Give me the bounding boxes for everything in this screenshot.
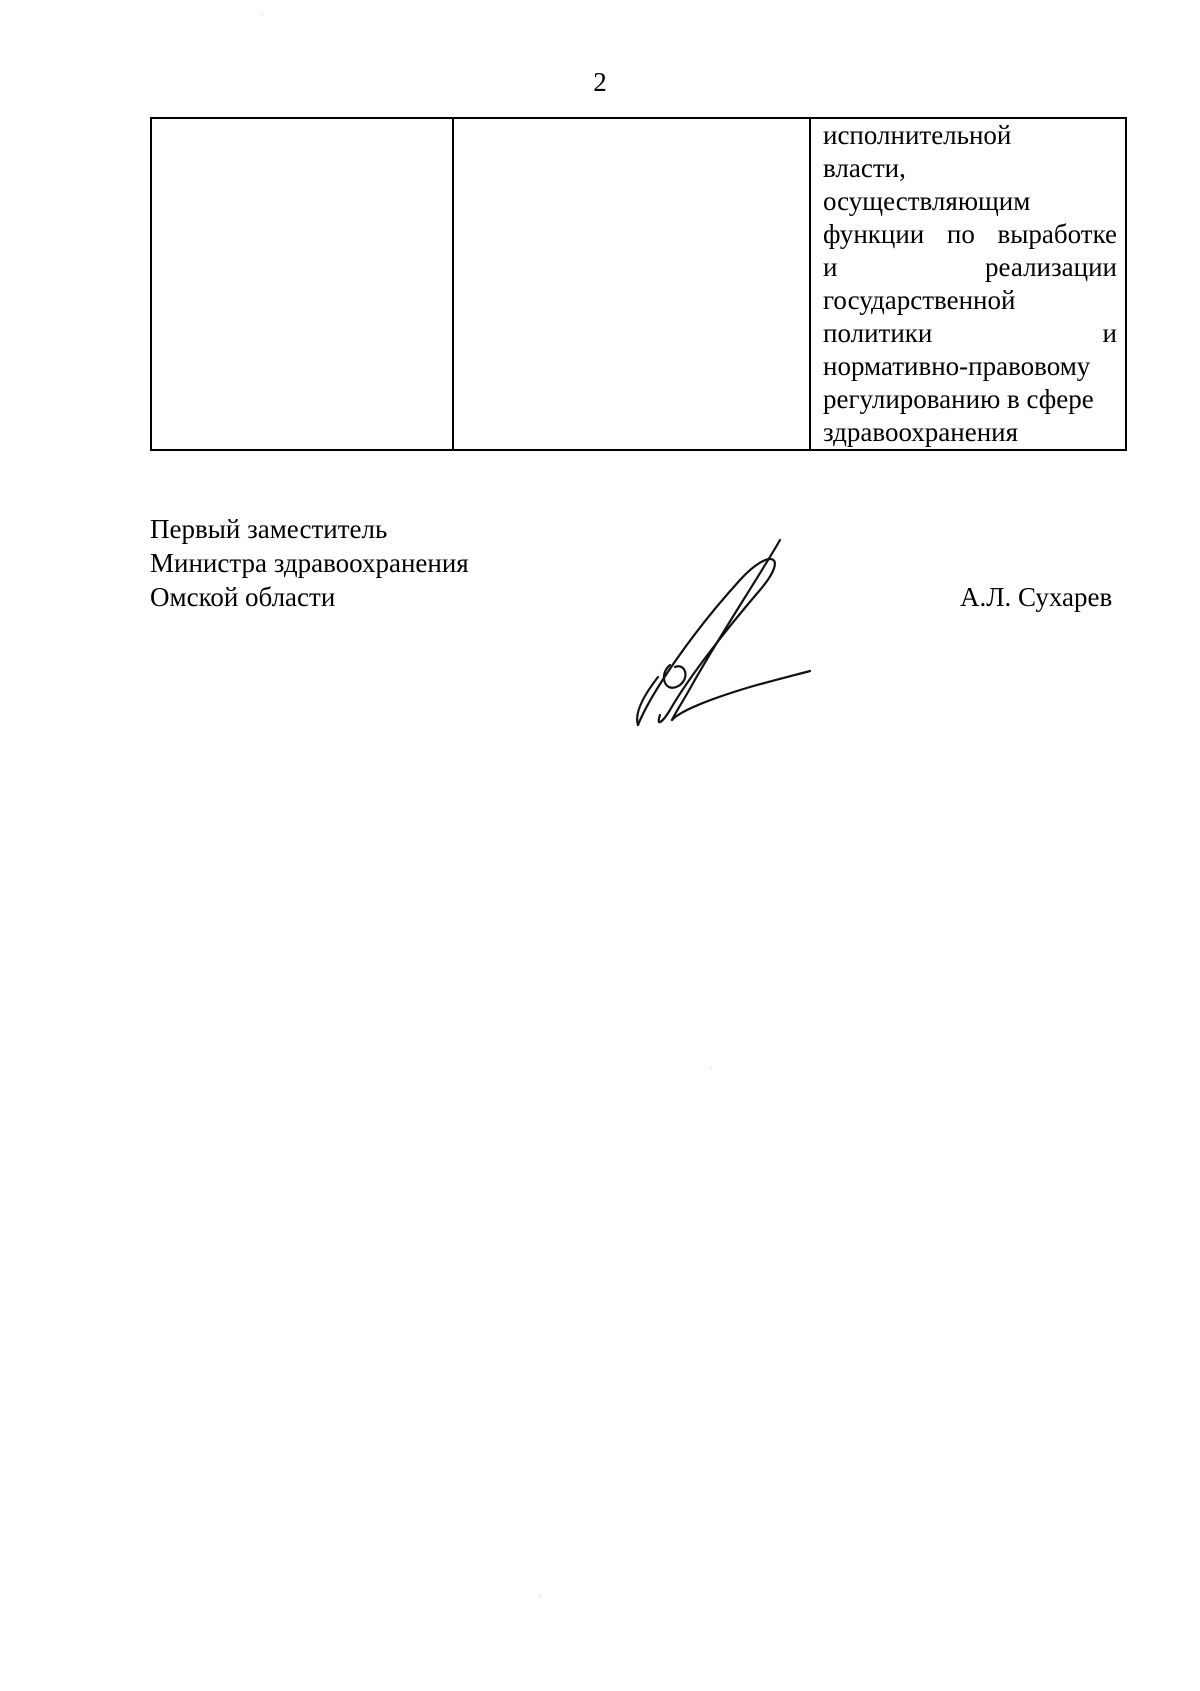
handwritten-signature — [630, 535, 830, 735]
cell-line: здравоохранения — [823, 417, 1019, 447]
cell-line: функции по выработке — [823, 219, 1117, 249]
table-cell-col1 — [151, 118, 453, 450]
scan-speck — [262, 14, 263, 15]
scan-speck — [710, 1068, 711, 1069]
page-number: 2 — [593, 67, 607, 97]
cell-line: нормативно-правовому — [823, 351, 1091, 381]
table-cell-col2 — [453, 118, 810, 450]
cell-line: осуществляющим — [823, 186, 1031, 216]
signatory-name: А.Л. Сухарев — [960, 582, 1113, 612]
cell-line: политики и — [823, 318, 1117, 348]
position-line: Первый заместитель — [150, 514, 388, 544]
cell-line: регулированию в сфере — [823, 384, 1094, 414]
table-row — [151, 118, 1126, 450]
signatory-position — [150, 512, 469, 614]
cell-line: власти, — [823, 153, 906, 183]
position-line: Омской области — [150, 582, 336, 612]
cell-line: исполнительной — [823, 120, 1012, 150]
table-cell-col3-text — [811, 119, 1125, 449]
position-line: Министра здравоохранения — [150, 548, 469, 578]
cell-line: государственной — [823, 285, 1016, 315]
cell-line: и реализации — [823, 252, 1117, 282]
continuation-table — [150, 117, 1127, 451]
scan-speck — [540, 1595, 541, 1596]
table-cell-col3 — [810, 118, 1126, 450]
